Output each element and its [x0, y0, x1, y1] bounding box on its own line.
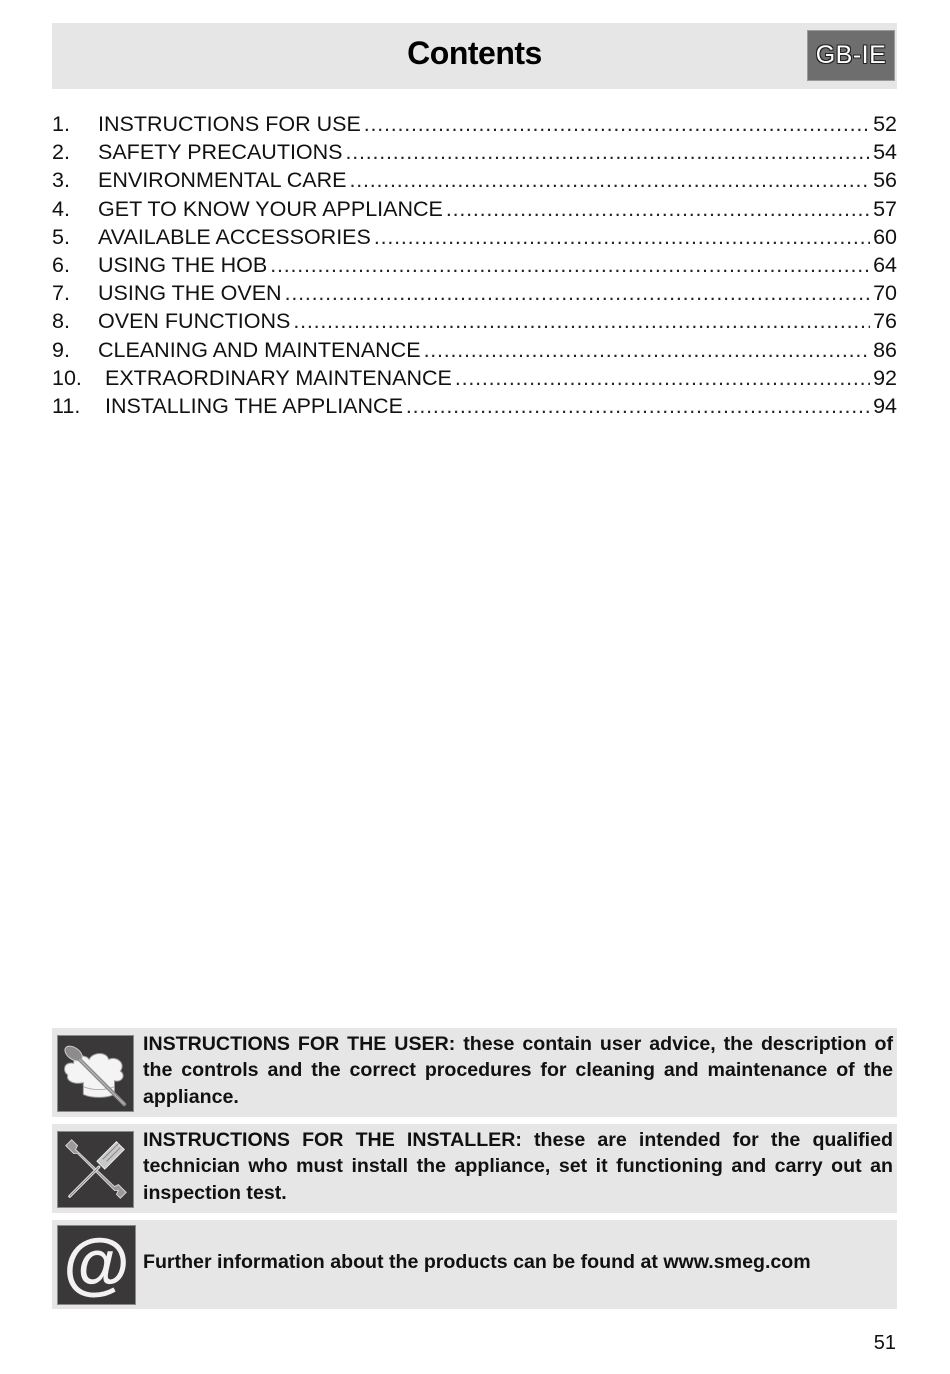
- toc-item-page: 52: [873, 112, 897, 136]
- toc-item-available-accessories[interactable]: [52, 225, 897, 253]
- toc-item-label: OVEN FUNCTIONS: [98, 309, 291, 334]
- toc-item-number: 1.: [52, 112, 70, 136]
- toc-item-label: EXTRAORDINARY MAINTENANCE: [105, 365, 452, 390]
- toc-item-page: 56: [873, 168, 897, 193]
- toc-item-using-the-oven[interactable]: [52, 281, 897, 309]
- toc-item-number: 7.: [52, 281, 70, 306]
- wrench-screwdriver-icon: [57, 1131, 134, 1208]
- dot-leader: [285, 281, 870, 306]
- toc-item-oven-functions[interactable]: [52, 309, 897, 337]
- toc-item-label: INSTALLING THE APPLIANCE: [105, 393, 403, 418]
- contents-header: [52, 23, 897, 89]
- toc-item-page: 57: [873, 196, 897, 221]
- toc-item-cleaning-and-maintenance[interactable]: [52, 338, 897, 366]
- language-badge: GB-IE: [807, 30, 895, 81]
- toc-item-label: CLEANING AND MAINTENANCE: [98, 337, 421, 362]
- toc-item-label: SAFETY PRECAUTIONS: [98, 140, 343, 165]
- dot-leader: [424, 338, 871, 363]
- toc-item-number: 10.: [52, 365, 82, 390]
- toc-item-number: 11.: [52, 393, 81, 418]
- toc-item-page: 54: [873, 140, 897, 165]
- toc-item-number: 2.: [52, 140, 70, 165]
- dot-leader: [270, 253, 870, 278]
- toc-item-page: 60: [873, 224, 897, 249]
- website-info-text: Further information about the products can be found at www.smeg.com: [143, 1251, 811, 1273]
- svg-text:@: @: [63, 1226, 130, 1302]
- toc-item-page: 86: [873, 337, 897, 362]
- chef-hat-spoon-icon: [57, 1035, 134, 1112]
- toc-item-extraordinary-maintenance[interactable]: [52, 366, 897, 394]
- toc-item-number: 9.: [52, 337, 70, 362]
- user-instructions-text: INSTRUCTIONS FOR THE USER: these contain user advice, the description of the controls and the correct procedures for cleaning and maintenance of the appliance.: [143, 1033, 893, 1108]
- toc-item-number: 5.: [52, 224, 70, 249]
- dot-leader: [364, 112, 870, 137]
- toc-item-label: INSTRUCTIONS FOR USE: [98, 112, 361, 136]
- toc-item-label: USING THE HOB: [98, 252, 268, 277]
- toc-item-label: AVAILABLE ACCESSORIES: [98, 224, 371, 249]
- dot-leader: [455, 366, 870, 391]
- toc-item-page: 76: [873, 309, 897, 334]
- toc-item-number: 3.: [52, 168, 70, 193]
- toc-item-environmental-care[interactable]: [52, 168, 897, 196]
- toc-item-instructions-for-use[interactable]: [52, 112, 897, 140]
- toc-item-number: 4.: [52, 196, 70, 221]
- website-info-note: [52, 1220, 897, 1309]
- toc-item-number: 6.: [52, 252, 70, 277]
- toc-item-page: 64: [873, 252, 897, 277]
- dot-leader: [293, 309, 870, 334]
- toc-item-label: USING THE OVEN: [98, 281, 282, 306]
- toc-item-installing-the-appliance[interactable]: [52, 394, 897, 422]
- page-number: 51: [873, 1332, 896, 1354]
- at-sign-icon: [57, 1225, 136, 1305]
- user-instructions-note: [52, 1028, 897, 1117]
- page-title: Contents: [407, 35, 542, 71]
- dot-leader: [346, 140, 871, 165]
- dot-leader: [446, 197, 870, 222]
- dot-leader: [406, 394, 870, 419]
- toc-item-using-the-hob[interactable]: [52, 253, 897, 281]
- toc-item-label: GET TO KNOW YOUR APPLIANCE: [98, 196, 443, 221]
- dot-leader: [374, 225, 870, 250]
- toc-item-page: 94: [873, 393, 897, 418]
- toc-item-number: 8.: [52, 309, 70, 334]
- installer-instructions-text: INSTRUCTIONS FOR THE INSTALLER: these are intended for the qualified technician who must install the appliance, set it functioning and carry out an inspection test.: [143, 1129, 893, 1204]
- toc-item-safety-precautions[interactable]: [52, 140, 897, 168]
- dot-leader: [349, 168, 870, 193]
- toc-item-get-to-know-your-appliance[interactable]: [52, 197, 897, 225]
- toc-item-page: 70: [873, 281, 897, 306]
- toc-item-page: 92: [873, 365, 897, 390]
- toc-item-label: ENVIRONMENTAL CARE: [98, 168, 347, 193]
- installer-instructions-note: [52, 1124, 897, 1213]
- table-of-contents: [52, 112, 897, 422]
